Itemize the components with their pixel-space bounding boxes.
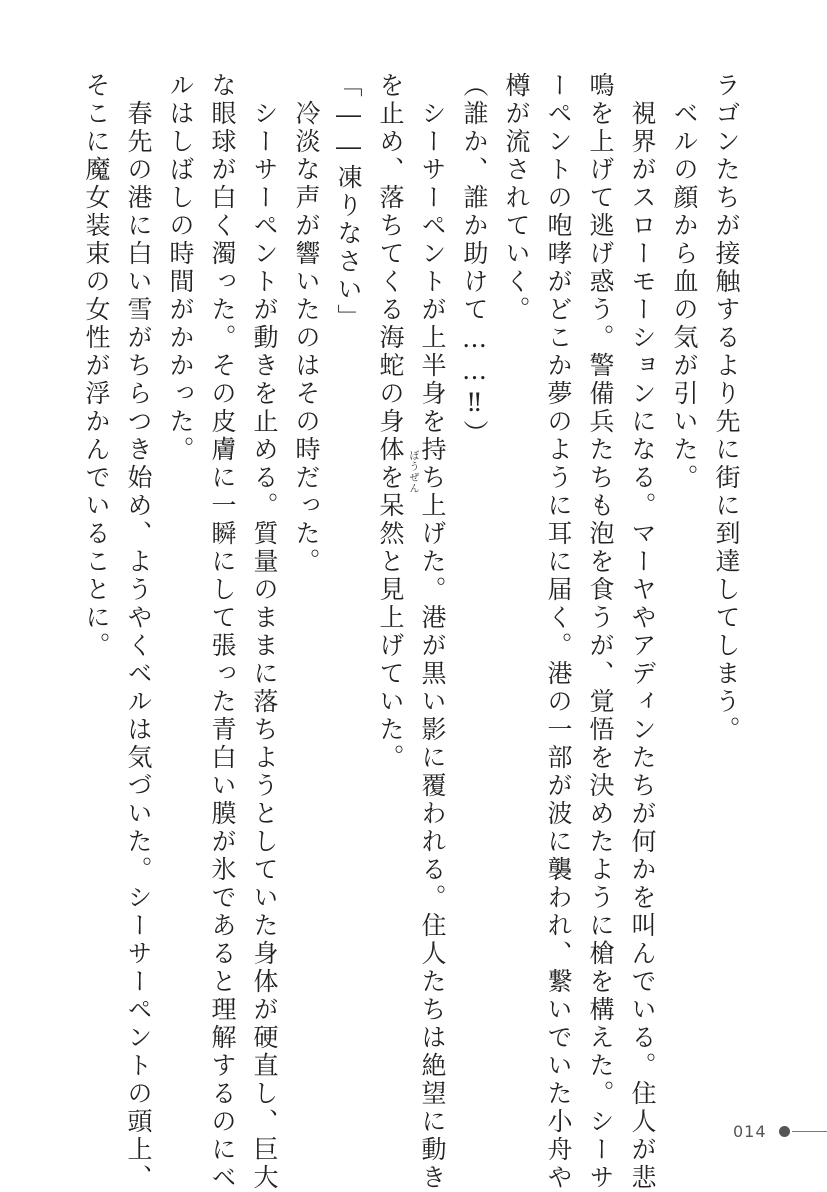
bullet-dot-icon [779, 1126, 790, 1137]
text-column-12: シーサーペントが動きを止める。質量のままに落ちようとしていた身体が硬直し、巨大 [250, 72, 279, 1192]
text-column-14: ルはしばしの時間がかかった。 [166, 72, 195, 464]
page-number: 014 [733, 1122, 767, 1141]
ruby-annotation: ぼうぜん [407, 450, 418, 494]
text-column-3: 視界がスローモーションになる。マーヤやアディンたちが何かを叫んでいる。住人が悲 [628, 72, 657, 1192]
text-column-16: そこに魔女装束の女性が浮かんでいることに。 [82, 72, 111, 660]
text-column-1: ラゴンたちが接触するより先に街に到達してしまう。 [712, 72, 741, 744]
text-column-8: シーサーペントが上半身を持ち上げた。港が黒い影に覆われる。住人たちは絶望に動き [418, 72, 447, 1192]
text-column-6: 樽が流されていく。 [502, 72, 531, 324]
text-column-15: 春先の港に白い雪がちらつき始め、ようやくベルは気づいた。シーサーペントの頭上、 [124, 72, 153, 1192]
text-column-13: な眼球が白く濁った。その皮膚に一瞬にして張った青白い膜が氷であると理解するのにベ [208, 72, 237, 1192]
text-column-11: 冷淡な声が響いたのはその時だった。 [292, 72, 321, 576]
text-column-4: 鳴を上げて逃げ惑う。警備兵たちも泡を食うが、覚悟を決めたように槍を構えた。シーサ [586, 72, 615, 1192]
footer-rule [792, 1131, 827, 1132]
text-column-5: ーペントの咆哮がどこか夢のように耳に届く。港の一部が波に襲われ、繋いでいた小舟や [544, 72, 573, 1192]
text-column-7: （誰か、誰か助けて……‼） [460, 72, 489, 448]
page-footer [733, 1122, 827, 1141]
text-column-9: を止め、落ちてくる海蛇の身体を呆然と見上げていた。 [376, 72, 405, 772]
text-column-10: 「――凍りなさい」 [334, 72, 363, 332]
text-column-2: ベルの顔から血の気が引いた。 [670, 72, 699, 492]
